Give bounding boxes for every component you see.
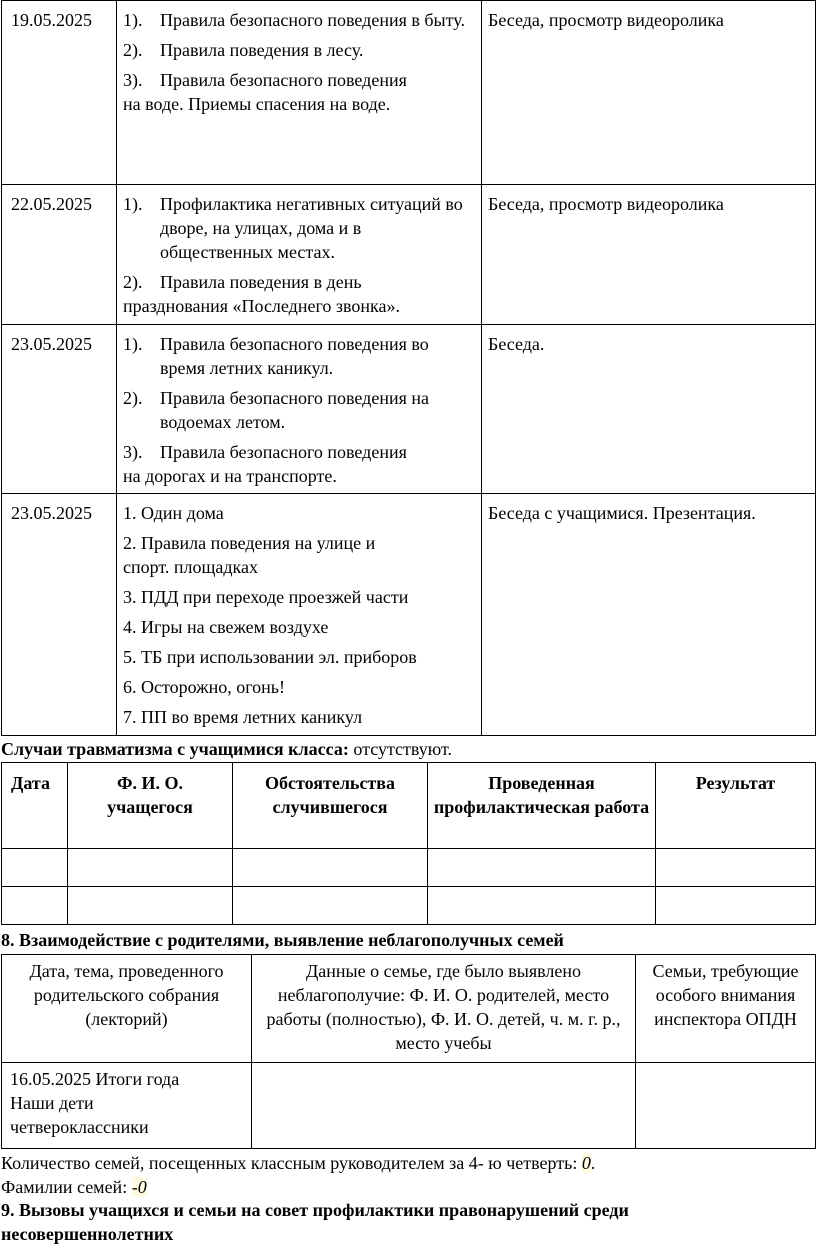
- list-item: 1). Правила безопасного поведения во время летних каникул.: [123, 334, 429, 378]
- list-item: 7. ПП во время летних каникул: [123, 707, 363, 727]
- column-header: Обстоятельства случившегося: [233, 763, 428, 849]
- date-cell: 23.05.2025: [2, 325, 117, 494]
- topics-cell: [117, 185, 482, 325]
- list-item: 5. ТБ при использовании эл. приборов: [123, 647, 417, 667]
- empty-cell: [2, 849, 68, 887]
- table-row: [2, 494, 816, 736]
- family-names-line: Фамилии семей: -0: [1, 1177, 147, 1197]
- list-item: 4. Игры на свежем воздухе: [123, 617, 329, 637]
- column-header: Результат: [656, 763, 816, 849]
- list-item: 3. ПДД при переходе проезжей части: [123, 587, 409, 607]
- topics-cell: [117, 325, 482, 494]
- parents-heading: 8. Взаимодействие с родителями, выявление неблагополучных семей: [1, 930, 564, 950]
- form-cell: Беседа, просмотр видеоролика: [482, 1, 816, 185]
- list-item: 1. Один дома: [123, 503, 224, 523]
- form-cell: Беседа, просмотр видеоролика: [482, 185, 816, 325]
- empty-cell: [233, 887, 428, 925]
- empty-cell: [233, 849, 428, 887]
- plan-table: [1, 0, 816, 736]
- list-item: 2. Правила поведения на улице и спорт. площадках: [123, 533, 376, 577]
- list-item: 2). Правила поведения в лесу.: [123, 40, 364, 60]
- topics-cell: [117, 494, 482, 736]
- table-row: [2, 1, 816, 185]
- table-row: [2, 887, 816, 925]
- table-row: [2, 185, 816, 325]
- list-item: 1). Профилактика негативных ситуаций во дворе, на улицах, дома и в общественных местах.: [123, 194, 463, 262]
- column-header: Дата: [2, 763, 68, 849]
- families-visited-line: Количество семей, посещенных классным руководителем за 4- ю четверть: 0.: [1, 1153, 596, 1173]
- section9-heading: 9. Вызовы учащихся и семьи на совет профилактики правонарушений среди несовершеннолетних: [1, 1200, 629, 1244]
- empty-cell: [656, 887, 816, 925]
- empty-cell: [2, 887, 68, 925]
- table-row: [2, 849, 816, 887]
- list-item: 1). Правила безопасного поведения в быту.: [123, 10, 465, 30]
- injury-heading: Случаи травматизма с учащимися класса: отсутствуют.: [1, 739, 452, 759]
- list-item: 3). Правила безопасного поведения на дорогах и на транспорте.: [123, 442, 407, 486]
- meeting-cell: 16.05.2025 Итоги года Наши дети четвероклассники: [2, 1063, 252, 1149]
- empty-cell: [656, 849, 816, 887]
- families-visited-value: 0: [581, 1153, 591, 1173]
- column-header: Данные о семье, где было выявлено неблагополучие: Ф. И. О. родителей, место работы (полностью), Ф. И. О. детей, ч. м. г. р., место учебы: [252, 955, 636, 1063]
- empty-cell: [428, 849, 656, 887]
- form-cell: Беседа.: [482, 325, 816, 494]
- empty-cell: [68, 887, 233, 925]
- table-row: [2, 1063, 816, 1149]
- list-item: 6. Осторожно, огонь!: [123, 677, 286, 697]
- date-cell: 22.05.2025: [2, 185, 117, 325]
- topics-cell: [117, 1, 482, 185]
- date-cell: 23.05.2025: [2, 494, 117, 736]
- empty-cell: [252, 1063, 636, 1149]
- family-names-value: -0: [131, 1177, 147, 1197]
- column-header: Дата, тема, проведенного родительского собрания (лекторий): [2, 955, 252, 1063]
- parents-table: [1, 954, 816, 1149]
- date-cell: 19.05.2025: [2, 1, 117, 185]
- injury-table: [1, 762, 816, 925]
- empty-cell: [636, 1063, 816, 1149]
- table-header-row: [2, 763, 816, 849]
- list-item: 3). Правила безопасного поведения на воде. Приемы спасения на воде.: [123, 70, 407, 114]
- table-header-row: [2, 955, 816, 1063]
- list-item: 2). Правила безопасного поведения на водоемах летом.: [123, 388, 429, 432]
- list-item: 2). Правила поведения в день празднования «Последнего звонка».: [123, 272, 400, 316]
- form-cell: Беседа с учащимися. Презентация.: [482, 494, 816, 736]
- column-header: Семьи, требующие особого внимания инспектора ОПДН: [636, 955, 816, 1063]
- column-header: Проведенная профилактическая работа: [428, 763, 656, 849]
- table-row: [2, 325, 816, 494]
- empty-cell: [428, 887, 656, 925]
- empty-cell: [68, 849, 233, 887]
- column-header: Ф. И. О. учащегося: [68, 763, 233, 849]
